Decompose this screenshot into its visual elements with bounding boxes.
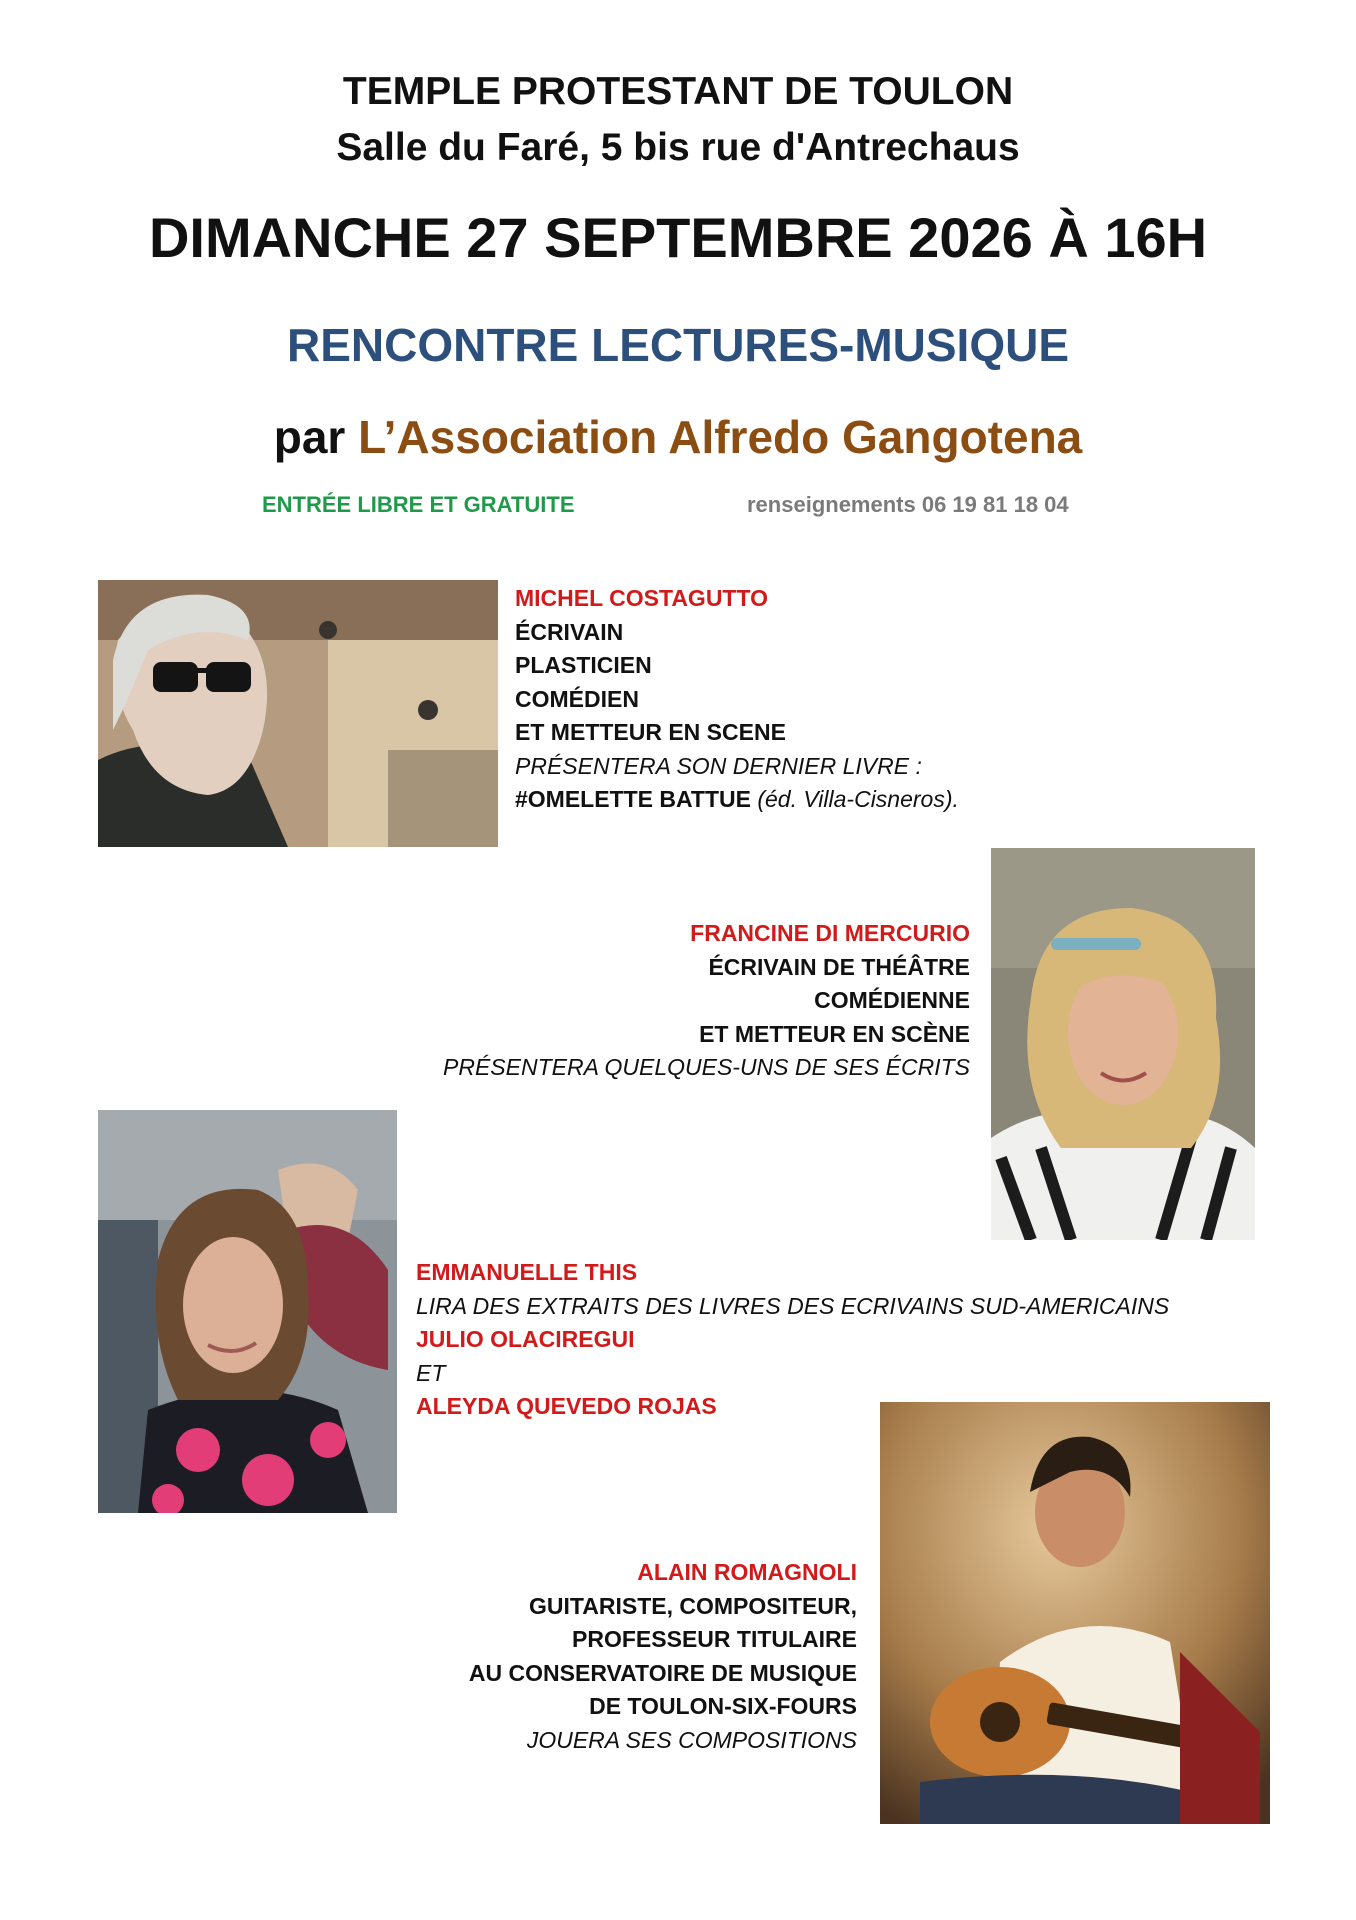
artist-note: PRÉSENTERA QUELQUES-UNS DE SES ÉCRITS [443, 1054, 970, 1080]
organizer-name: L’Association Alfredo Gangotena [358, 411, 1083, 463]
artist-role: GUITARISTE, COMPOSITEUR, [529, 1592, 857, 1619]
author-name: JULIO OLACIREGUI [416, 1326, 635, 1352]
photo-michel-costagutto [98, 580, 498, 847]
artist-role: ÉCRIVAIN [515, 618, 624, 645]
artist-name: ALAIN ROMAGNOLI [637, 1559, 857, 1585]
artist-role: PLASTICIEN [515, 652, 652, 678]
artist-note: PRÉSENTERA SON DERNIER LIVRE : [515, 752, 922, 779]
artist-info-emmanuelle-this [416, 1256, 1169, 1424]
artist-role: AU CONSERVATOIRE DE MUSIQUE [468, 1659, 857, 1686]
artist-role: COMÉDIENNE [814, 987, 970, 1013]
artist-note: LIRA DES EXTRAITS DES LIVRES DES ECRIVAINS SUD-AMERICAINS [416, 1292, 1170, 1319]
venue-address: Salle du Faré, 5 bis rue d'Antrechaus [336, 126, 1020, 169]
book-title: #OMELETTE BATTUE [515, 786, 751, 812]
artist-info-michel-costagutto [515, 582, 959, 817]
artist-name: MICHEL COSTAGUTTO [515, 585, 768, 611]
artist-note: JOUERA SES COMPOSITIONS [526, 1726, 857, 1753]
conjunction: ET [416, 1359, 446, 1386]
venue-name: TEMPLE PROTESTANT DE TOULON [342, 70, 1014, 113]
author-name: ALEYDA QUEVEDO ROJAS [416, 1393, 717, 1419]
artist-role: PROFESSEUR TITULAIRE [572, 1626, 857, 1652]
photo-francine-di-mercurio [991, 848, 1255, 1240]
organizer-prefix: par [273, 411, 359, 463]
photo-emmanuelle-this [98, 1110, 397, 1513]
book-publisher: (éd. Villa-Cisneros). [750, 786, 959, 812]
artist-role: COMÉDIEN [515, 685, 639, 712]
event-title: RENCONTRE LECTURES-MUSIQUE [286, 319, 1070, 371]
contact-info: renseignements 06 19 81 18 04 [747, 492, 1069, 517]
organizer-line [0, 410, 1356, 464]
artist-role: ET METTEUR EN SCENE [515, 719, 786, 745]
artist-info-alain-romagnoli [469, 1556, 857, 1757]
artist-role: ET METTEUR EN SCÈNE [699, 1020, 970, 1047]
artist-role: DE TOULON-SIX-FOURS [589, 1693, 857, 1719]
artist-name: FRANCINE DI MERCURIO [690, 920, 970, 946]
free-entry-notice: ENTRÉE LIBRE ET GRATUITE [262, 492, 575, 517]
event-date: DIMANCHE 27 SEPTEMBRE 2026 À 16H [148, 206, 1208, 269]
artist-info-francine-di-mercurio [443, 917, 970, 1085]
photo-alain-romagnoli [880, 1402, 1270, 1824]
artist-role: ÉCRIVAIN DE THÉÂTRE [708, 953, 970, 980]
artist-name: EMMANUELLE THIS [416, 1259, 638, 1285]
